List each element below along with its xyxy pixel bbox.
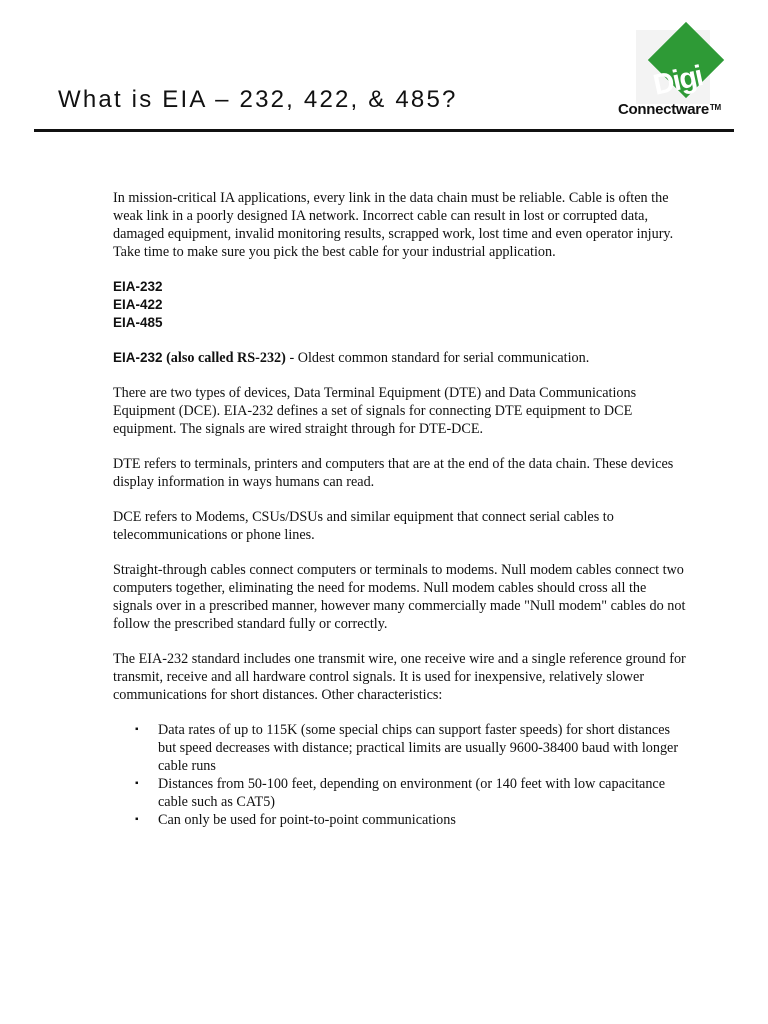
- list-item: [113, 721, 688, 775]
- list-item: [113, 811, 688, 829]
- paragraph-dte-dce: There are two types of devices, Data Terminal Equipment (DTE) and Data Communications Equipment (DCE). EIA-232 defines a set of signals for connecting DTE equipment to DCE equipment. The signals are wired straight through for DTE-DCE.: [113, 385, 637, 437]
- trademark-mark: TM: [709, 103, 721, 112]
- eia232-label: EIA-232: [113, 350, 163, 365]
- paragraph-dce: DCE refers to Modems, CSUs/DSUs and similar equipment that connect serial cables to telecommunications or phone lines.: [113, 509, 614, 543]
- eia232-aka: (also called RS-232): [162, 350, 286, 366]
- heading-eia-422: EIA-422: [113, 297, 163, 312]
- page-title: What is EIA – 232, 422, & 485?: [58, 86, 458, 113]
- title-rule: [34, 129, 734, 132]
- list-item-text: Can only be used for point-to-point communications: [158, 812, 456, 828]
- list-item: [113, 775, 688, 811]
- standards-heading-list: [113, 278, 688, 332]
- logo-subtext-label: Connectware: [618, 101, 709, 118]
- bullet-icon: ▪: [135, 778, 139, 789]
- paragraph-dte: DTE refers to terminals, printers and computers that are at the end of the data chain. These devices display information in ways humans can read.: [113, 456, 674, 490]
- list-item-text: Data rates of up to 115K (some special chips can support faster speeds) for short distances but speed decreases with distance; practical limits are usually 9600-38400 baud with longer cable runs: [158, 722, 679, 774]
- logo-mark: [636, 30, 710, 104]
- eia232-desc: - Oldest common standard for serial communication.: [285, 350, 590, 366]
- document-body: [113, 189, 688, 829]
- bullet-icon: ▪: [135, 724, 139, 735]
- characteristics-list: [113, 721, 688, 829]
- paragraph-cables: Straight-through cables connect computers or terminals to modems. Null modem cables connect two computers together, eliminating the need for modems. Null modem cables should cross all the signals over in a prescribed manner, however many commercially made "Null modem" cables do not follow the prescribed standard fully or correctly.: [113, 562, 686, 632]
- bullet-icon: ▪: [135, 814, 139, 825]
- digi-connectware-logo: [616, 14, 734, 124]
- logo-text: Digi: [650, 60, 705, 102]
- intro-paragraph: In mission-critical IA applications, every link in the data chain must be reliable. Cable is often the weak link in a poorly designed IA network. Incorrect cable can result in lost or corrupted data, damaged equipment, invalid monitoring results, scrapped work, lost time and even operator injury. Take time to make sure you pick the best cable for your industrial application.: [113, 190, 674, 260]
- list-item-text: Distances from 50-100 feet, depending on environment (or 140 feet with low capacitance cable such as CAT5): [158, 776, 666, 810]
- heading-eia-485: EIA-485: [113, 315, 163, 330]
- paragraph-standard: The EIA-232 standard includes one transmit wire, one receive wire and a single reference ground for transmit, receive and all hardware control signals. It is used for inexpensive, relatively slower communications for short distances. Other characteristics:: [113, 651, 686, 703]
- heading-eia-232: EIA-232: [113, 279, 163, 294]
- eia232-intro: [113, 349, 688, 367]
- logo-subtext: [618, 101, 721, 118]
